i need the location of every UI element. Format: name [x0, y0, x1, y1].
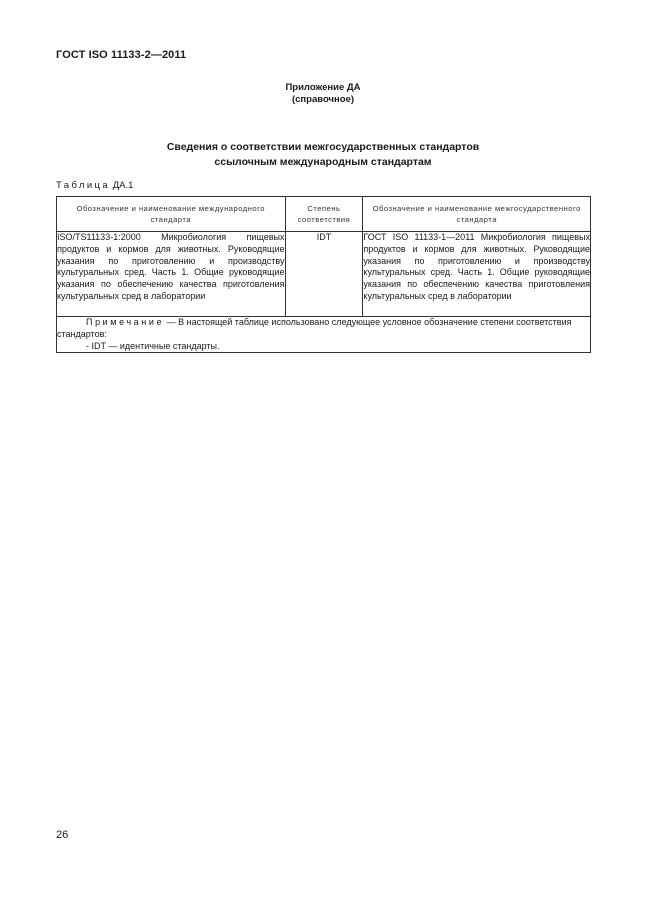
table-label-number: ДА.1: [110, 180, 134, 191]
table-row: [57, 232, 591, 317]
table-note-row: [57, 317, 591, 353]
cell-degree-of-compliance: IDT: [285, 232, 363, 317]
appendix-subtitle: (справочное): [291, 94, 355, 105]
table-label: [56, 180, 133, 191]
table-note: [57, 317, 591, 353]
page-number: 26: [56, 829, 69, 841]
header-international-standard: Обозначение и наименование международного стандарта: [57, 197, 286, 232]
section-title-line2: ссылочным международным стандартам: [214, 156, 432, 168]
note-list-item: - IDT — идентичные стандарты.: [86, 340, 220, 351]
table-label-word: Таблица: [56, 180, 111, 191]
cell-international-standard: ISO/TS11133-1:2000 Микробиология пищевых продуктов и кормов для животных. Руководящие указания по приготовлению и производству культуральных сред. Часть 1. Общие руководящие указания по обеспечению качества приготовления культуральных сред в лаборатории: [57, 232, 286, 317]
table-header-row: [57, 197, 591, 232]
compliance-table: [56, 196, 591, 353]
note-label: Примечание: [86, 317, 165, 327]
document-code: ГОСТ ISO 11133-2—2011: [56, 49, 187, 61]
appendix-title: Приложение ДА: [285, 82, 361, 93]
section-title: [0, 140, 646, 170]
header-interstate-standard: Обозначение и наименование межгосударственного стандарта: [363, 197, 591, 232]
header-degree-of-compliance: Степень соответствия: [285, 197, 363, 232]
note-paragraph: [57, 317, 590, 341]
cell-interstate-standard: ГОСТ ISO 11133-1—2011 Микробиология пищевых продуктов и кормов для животных. Руководящие указания по приготовлению и производству культуральных сред. Часть 1. Общие руководящие указания по обеспечению качества приготовления культуральных сред в лаборатории: [363, 232, 591, 317]
section-title-line1: Сведения о соответствии межгосударственных стандартов: [166, 141, 480, 153]
note-text: — В настоящей таблице использовано следующее условное обозначение степени соответствия стандартов:: [57, 317, 572, 339]
appendix-heading: [0, 82, 646, 106]
